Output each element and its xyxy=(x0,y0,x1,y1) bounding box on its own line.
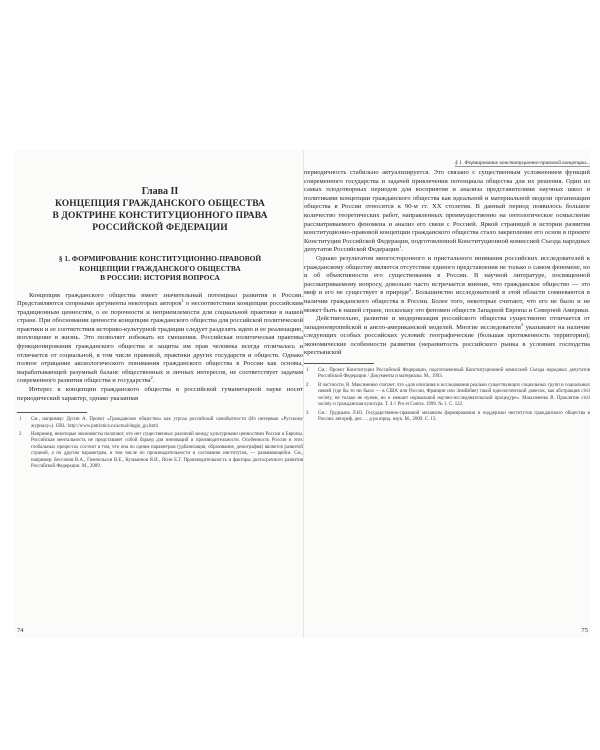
footnote-text: См.: Грудцына Л.Ю. Государственно-правовой механизм формирования и поддержки институтов гражданского общества в России: автореф. дис. ... д-ра юрид. наук. М., 2009. С. 13. xyxy=(318,410,590,422)
paragraph: Интерес к концепции гражданского общества в российской гуманитарной науке носит периодический характер, однако указанная xyxy=(17,386,303,402)
running-head: § 1. Формирование конституционно-правовой концепции... xyxy=(454,160,590,166)
footnote xyxy=(17,432,303,470)
footnote-ref[interactable]: 1 xyxy=(181,297,184,303)
page-number: 74 xyxy=(17,627,24,634)
section-title xyxy=(17,254,303,283)
footnote-mark: 1 xyxy=(306,368,309,374)
left-footnotes xyxy=(17,417,303,470)
chapter-title xyxy=(17,198,303,234)
footnote-text: См.: Проект Конституции Российской Федерации, подготовленный Конституционной комиссией Съезда народных депутатов Российской Федерации / Документы и материалы. М., 1993. xyxy=(318,368,590,380)
footnote xyxy=(17,417,303,430)
footnote-ref[interactable]: 2 xyxy=(150,375,153,381)
left-page xyxy=(15,150,303,638)
footnote xyxy=(304,368,590,381)
right-footnotes xyxy=(304,368,590,423)
right-page xyxy=(304,150,590,638)
footnote-mark: 2 xyxy=(19,432,22,438)
footnote-mark: 3 xyxy=(306,410,309,416)
footnote-ref[interactable]: 3 xyxy=(520,321,524,327)
section-title-line: § 1. ФОРМИРОВАНИЕ КОНСТИТУЦИОННО-ПРАВОВОЙ xyxy=(58,254,262,263)
footnote-divider xyxy=(304,363,374,364)
footnote-text: Например, некоторые экономисты полагают, что нет существенных различий между культурными ценностями России и Европы. Российская ментальность не представляет собой барьер для инноваций и производительности. Особенность России в этих глобальных процессах состоит в том, что она по одним параметрам (урбанизация, образование, демография) является развитой страной, а по другим параметрам, в том числе по производительности и состоянию институтов, — развивающейся. См., например: Бессонов В.А., Гимпельсон В.Е., Кузьминов Я.И., Ясин Е.Г. Производительность и факторы долгосрочного развития Российской Федерации. М., 2009. xyxy=(31,432,303,470)
chapter-title-line: В ДОКТРИНЕ КОНСТИТУЦИОННОГО ПРАВА xyxy=(52,211,268,221)
paragraph: периодичность стабильно актуализируется. Это связано с существенным усложнением функций современного государства и задачей привлечения потенциала общества для их решения. Один из самых плодотворных периодов для восприятия и анализа представителями научных школ и политиками концепции гражданского общества как идеальной и материальной модели организации общества в России относится к 90-м гг. XX столетия. В данный период появилось большое количество теоретических работ, направленных преимущественно на онтологическое осмысление рассматриваемого феномена и анализ его связи с Россией. Яркой страницей в истории развития конституционно-правовой концепции гражданского общества стало закрепление его основ в проекте Конституции Российской Федерации, подготовленной Конституционной комиссией Съезда народных депутатов Российской Федерации$^1$. xyxy=(304,169,590,254)
right-body-text xyxy=(304,169,590,358)
chapter-number: Глава II xyxy=(141,186,179,197)
footnote-ref[interactable]: 1 xyxy=(398,244,402,250)
paragraph: Действительно, развитие и модернизация российского общества существенно отличается от западноевропейской и англо-американской моделей. Многие исследователи$^3$ указывают на наличие следующих особых российских условий: географические (большая протяженность территории); экономические особенности развития (неразвитость российского рынка в условиях господства крестьянской xyxy=(304,315,590,357)
paragraph: Концепция гражданского общества имеет значительный потенциал развития в России. Представляются спорными аргументы некоторых авторов$^1$ о несоответствии концепции российским традиционным ценностям, о ее порочности и неприемлемости для социальной практики в нашей стране. При обосновании ценности концепции гражданского общества для российской политической практики и ее соответствия историко-культурной традиции следует разделять идею и ее реализацию, воплощение в жизнь. Это позволяет избежать их смешения. Российская политическая практика функционирования гражданского общества и защиты им прав человека всегда отличалась и отличается от социальной, в том числе правовой, практики других государств и обществ. Однако полное отрицание аксиологического понимания гражданского общества в России как основы, вырабатывающей разумный баланс общественных и личных интересов, не соответствует задачам современного развития общества и государства$^2$. xyxy=(17,291,303,385)
section-title-line: В РОССИИ: ИСТОРИЯ ВОПРОСА xyxy=(100,273,220,282)
section-title-line: КОНЦЕПЦИИ ГРАЖДАНСКОГО ОБЩЕСТВА xyxy=(79,263,241,273)
footnote-ref[interactable]: 2 xyxy=(409,287,412,293)
page-number: 75 xyxy=(581,627,588,634)
footnote-mark: 1 xyxy=(19,417,22,423)
footnote xyxy=(304,411,590,424)
footnote-text: В частности, В. Максименко считает, что «для описания и исследования реально существующих социальных групп и социальных связей (где бы то ни было — в США или России, Франции или Зимбабве) такой идеологический довесок, как абстракция civil society, не только не нужен, но и мешает нормальной научно-исследовательской процедуре». Максименко В. Проклятие civil society и гражданская культура. Т. 4 // Pro et Contra. 1999. № 1. С. 122. xyxy=(318,382,590,408)
footnote xyxy=(304,383,590,409)
footnote-text: См., например: Дугин А. Проект «Гражданское общество» как угроза российской самобытности (Из интервью «Русскому журналу»). URL: http://www.patriotica.ru/actual/dugin_go.html xyxy=(31,417,303,429)
chapter-title-line: РОССИЙСКОЙ ФЕДЕРАЦИИ xyxy=(92,223,228,233)
footnote-mark: 2 xyxy=(306,382,309,388)
chapter-title-line: КОНЦЕПЦИЯ ГРАЖДАНСКОГО ОБЩЕСТВА xyxy=(54,199,266,209)
footnote-divider xyxy=(17,412,87,413)
paragraph: Однако результатом многосторонного и пристального внимания российских исследователей к гражданскому обществу является отсутствие единого представления не только о самом феномене, но и об объективности его существования в России. В научной литературе, посвященной рассматриваемому вопросу, довольно часто встречается мнение, что гражданское общество — это миф и его не существует в природе$^2$. Большинство исследователей в этой области сомневаются в наличии гражданского общества в России. Более того, некоторые считают, что его не было и не может быть в нашей стране, поскольку это феномен обществ Западной Европы и Северной Америки. xyxy=(304,254,590,314)
left-body-text xyxy=(17,292,303,404)
